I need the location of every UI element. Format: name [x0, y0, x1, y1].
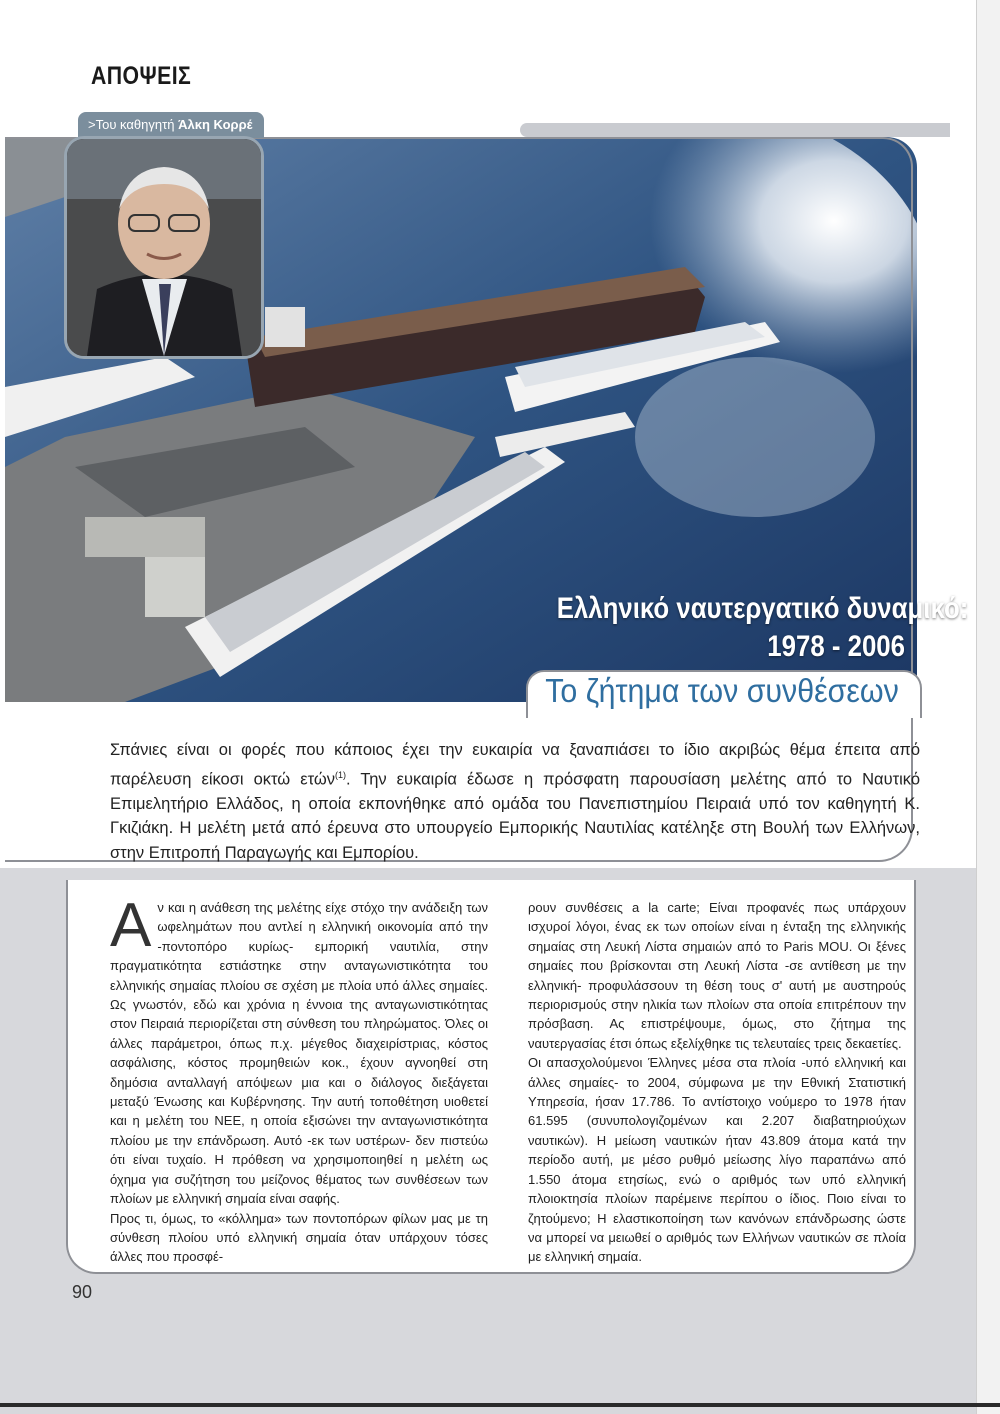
lede-text-start: Σπάνιες είναι οι φορές που κάποιος έχει την ευκαιρία να ξαναπιάσει το ίδιο ακριβώς θέμα έπειτα από παρέλευση είκοσι οκτώ ετών [110, 741, 920, 788]
article-title-line1: Ελληνικό ναυτεργατικό δυναμικό: [556, 592, 969, 625]
article-title-years: 1978 - 2006 [767, 630, 905, 663]
body-paragraph [110, 1209, 488, 1267]
body-column-right [528, 898, 906, 1267]
lede-text-end: . Την ευκαιρία έδωσε η πρόσφατη παρουσίαση μελέτης από το Ναυτικό Επιμελητήριο Ελλάδος, η οποία εκπονήθηκε από ομάδα του Πανεπιστημίου Πειραιά υπό τον καθηγητή Κ. Γκιζιάκη. Η μελέτη μετά από έρευνα στο υπουργείο Εμπορικής Ναυτιλίας κατέληξε στη Βουλή των Ελλήνων, στην Επιτροπή Παραγωγής και Εμπορίου. [110, 770, 921, 862]
drop-cap: Α [110, 891, 152, 960]
footnote-ref: (1) [335, 769, 347, 780]
paragraph-text: Προς τι, όμως, το «κόλλημα» των ποντοπόρων φίλων μας με τη σύνθεση πλοίου υπό ελληνική σημαία όταν υπάρχουν τόσες άλλες που προσφέ- [110, 1210, 488, 1265]
author-card [64, 112, 264, 359]
article-subtitle: Το ζήτημα των συνθέσεων [545, 672, 899, 709]
body-paragraph [528, 898, 906, 1053]
author-prefix: >Του καθηγητή [88, 117, 179, 132]
section-label: ΑΠΟΨΕΙΣ [91, 62, 192, 90]
body-paragraph [110, 891, 488, 1209]
paragraph-text: ρουν συνθέσεις a la carte; Είναι προφανές πως υπάρχουν ισχυροί λόγοι, ένας εκ των οποίων είναι η ένταξη της ελληνικής σημαίας στη Λευκή Λίστα σημαιών από το Paris MOU. Οι ξένες σημαίες που βρίσκονται στη Λευκή Λίστα -σε αντίθεση με την ελληνική- προφυλάσσουν τη θέση τους σ' αυτή με αυστηρούς περιορισμούς στην ηλικία των πλοίων στα οποία επιτρέπουν την πρόσβαση. Ας επιστρέψουμε, όμως, στο ζήτημα της ναυτεργασίας έτσι όπως εξελίχθηκε τις τελευταίες τρεις δεκαετίες. [528, 900, 906, 1051]
bottom-rule [0, 1403, 1000, 1407]
paragraph-text: ν και η ανάθεση της μελέτης είχε στόχο την ανάδειξη των ωφελημάτων που αντλεί η ελληνική οικονομία από την -ποντοπόρο κυρίως- εμπορική ναυτιλία, στην πραγματικότητα εστιάστηκε στην ανταγωνιστικότητα του ελληνικής σημαίας πλοίου σε σχέση με πλοία υπό άλλες σημαίες. Ως γνωστόν, εδώ και χρόνια η έννοια της ανταγωνιστικότητας στον Πειραιά περιορίζεται στη σύνθεση του πληρώματος. Όλες οι άλλες παράμετροι, όπως π.χ. μέγεθος διαχειρίστριας, κόστος ασφάλισης, κόστος προμηθειών κοκ., έχουν αγνοηθεί στη δημόσια ανταλλαγή απόψεων μια και ο διάλογος διεξάγεται μεταξύ Ένωσης και Κυβέρνησης. Την αυτή τοποθέτηση υιοθετεί και η μελέτη του ΝΕΕ, η οποία εξισώνει την ανταγωνιστικότητα πλοίου με την επάνδρωση. Αυτό -εκ των υστέρων- δεν πιστεύω ότι είναι τυχαίο. Η πρόθεση να χρησιμοποιηθεί η μελέτη ως όχημα για συζήτηση του μείζονος θέματος των συνθέσεων των πλοίων με ελληνική σημαία είναι σαφής. [110, 900, 488, 1207]
author-name: Άλκη Κορρέ [178, 117, 253, 132]
paragraph-text: Οι απασχολούμενοι Έλληνες μέσα στα πλοία -υπό ελληνική και άλλες σημαίες- το 2004, σύμφωνα με την Εθνική Στατιστική Υπηρεσία, ήσαν 17.786. Το αντίστοιχο νούμερο το 1978 ήταν 61.595 (συνυπολογιζομένων και 2.207 διαβατηριούχων ναυτικών). Η μείωση ναυτικών ήταν 43.809 άτομα κατά την περίοδο αυτή, με μέσο ρυθμό μείωσης λίγο παραπάνω από 1.550 άτομα ετησίως, ενώ ο αριθμός των υπό ελληνική πλοιοκτησία πλοίων παρέμεινε περίπου ο ίδιος. Ποιο είναι το ζητούμενο; Η ελαστικοποίηση των κανόνων επάνδρωσης ώστε να μπορεί να μειωθεί ο αριθμός των Ελλήνων ναυτικών σε πλοία με ελληνική σημαία. [528, 1055, 906, 1265]
author-byline [78, 112, 264, 138]
author-portrait [64, 136, 264, 359]
body-column-left [110, 891, 488, 1267]
page-edge-strip [976, 0, 1000, 1414]
page-number: 90 [72, 1282, 93, 1302]
header-band [520, 123, 950, 137]
body-paragraph [528, 1053, 906, 1266]
article-lede [110, 738, 920, 865]
